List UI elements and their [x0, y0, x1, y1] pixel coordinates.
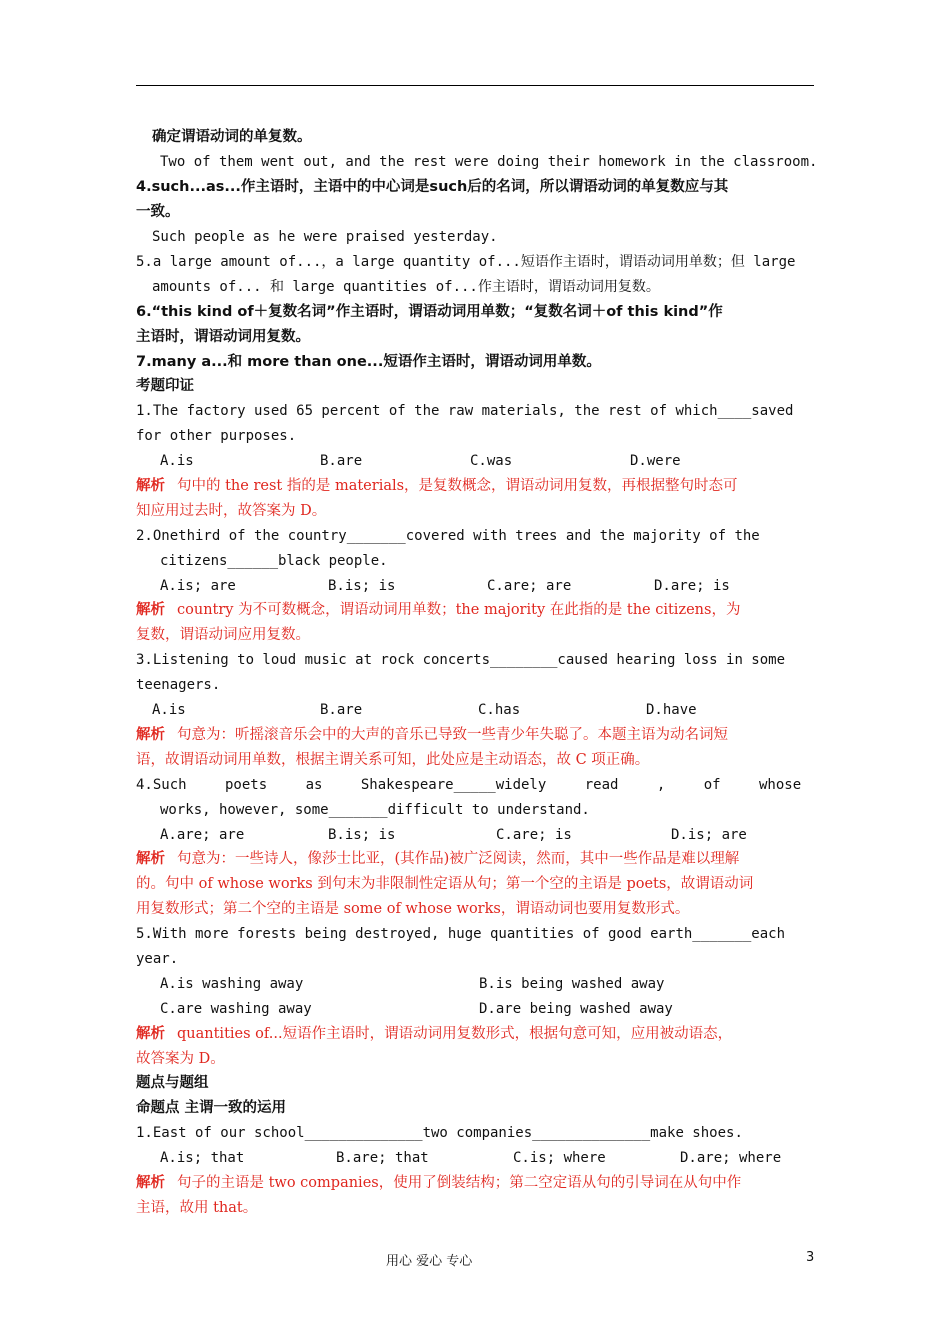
analysis-label: 解析	[136, 727, 165, 743]
q5-option-d: D.are being washed away	[479, 1001, 673, 1017]
q1-analysis-line-1: 解析 句中的 the rest 指的是 materials，是复数概念，谓语动词用复数，再根据整句时态可	[136, 478, 738, 494]
section-heading-point: 命题点 主谓一致的运用	[136, 1100, 287, 1116]
rule-5-line-2: amounts of... 和 large quantities of...作主语时，谓语动词用复数。	[152, 279, 660, 295]
q1-option-a: A.is	[160, 453, 194, 469]
rule-7: 7.many a...和 more than one...短语作主语时，谓语动词用单数。	[136, 354, 601, 370]
q1-line-1: 1.The factory used 65 percent of the raw materials, the rest of which____saved	[136, 403, 794, 419]
rule-6-line-1: 6.“this kind of＋复数名词”作主语时，谓语动词用单数；“复数名词＋of this kind”作	[136, 304, 723, 320]
q2-analysis-line-2: 复数，谓语动词应用复数。	[136, 627, 310, 643]
q2-option-c: C.are; are	[487, 578, 572, 594]
q5-option-a: A.is washing away	[160, 976, 304, 992]
analysis-label: 解析	[136, 478, 165, 494]
q6-analysis-line-1: 解析 句子的主语是 two companies，使用了倒装结构；第二空定语从句的引导词在从句中作	[136, 1175, 742, 1191]
q5-analysis-line-2: 故答案为 D。	[136, 1051, 225, 1067]
q6-line-1: 1.East of our school______________two companies______________make shoes.	[136, 1125, 743, 1141]
q2-option-d: D.are; is	[654, 578, 730, 594]
rule-6-line-2: 主语时，谓语动词用复数。	[136, 329, 310, 345]
q6-option-b: B.are; that	[336, 1150, 429, 1166]
rule-5-line-1: 5.a large amount of...，a large quantity of...短语作主语时，谓语动词用单数；但 large	[136, 254, 796, 270]
analysis-label: 解析	[136, 1026, 165, 1042]
q4-analysis-line-2: 的。句中 of whose works 到句末为非限制性定语从句；第一个空的主语是 poets，故谓语动词	[136, 876, 754, 892]
q2-line-2: citizens______black people.	[160, 553, 388, 569]
q6-option-d: D.are; where	[680, 1150, 782, 1166]
rule-4-example: Such people as he were praised yesterday.	[152, 229, 498, 245]
q3-option-a: A.is	[152, 702, 186, 718]
q1-option-d: D.were	[630, 453, 681, 469]
q6-option-a: A.is; that	[160, 1150, 245, 1166]
q5-analysis-line-1: 解析 quantities of...短语作主语时，谓语动词用复数形式，根据句意可知，应用被动语态，	[136, 1026, 733, 1042]
q4-analysis-line-1: 解析 句意为：一些诗人，像莎士比亚，(其作品)被广泛阅读，然而，其中一些作品是难以理解	[136, 851, 740, 867]
q2-option-b: B.is; is	[328, 578, 396, 594]
q3-option-c: C.has	[478, 702, 521, 718]
header-rule	[136, 85, 814, 86]
q4-option-b: B.is; is	[328, 827, 396, 843]
q2-option-a: A.is; are	[160, 578, 236, 594]
q6-option-c: C.is; where	[513, 1150, 606, 1166]
q5-option-c: C.are washing away	[160, 1001, 312, 1017]
rule-4-line-1: 4.such...as...作主语时，主语中的中心词是such后的名词，所以谓语动词的单复数应与其	[136, 179, 729, 195]
analysis-label: 解析	[136, 1175, 165, 1191]
analysis-label: 解析	[136, 602, 165, 618]
q4-option-c: C.are; is	[496, 827, 572, 843]
q1-option-b: B.are	[320, 453, 363, 469]
q5-option-b: B.is being washed away	[479, 976, 665, 992]
q4-line-2: works, however, some_______difficult to understand.	[160, 802, 590, 818]
q2-line-1: 2.Onethird of the country_______covered with trees and the majority of the	[136, 528, 760, 544]
q1-option-c: C.was	[470, 453, 513, 469]
q3-analysis-line-1: 解析 句意为：听摇滚音乐会中的大声的音乐已导致一些青少年失聪了。本题主语为动名词短	[136, 727, 728, 743]
section-heading-topics: 题点与题组	[136, 1075, 209, 1091]
q2-analysis-line-1: 解析 country 为不可数概念，谓语动词用单数；the majority 在此指的是 the citizens，为	[136, 602, 741, 618]
q1-line-2: for other purposes.	[136, 428, 297, 444]
q3-option-b: B.are	[320, 702, 363, 718]
q3-line-2: teenagers.	[136, 677, 221, 693]
q5-line-2: year.	[136, 951, 179, 967]
q3-option-d: D.have	[646, 702, 697, 718]
footer-slogan: 用心 爱心 专心	[386, 1254, 473, 1269]
q4-option-a: A.are; are	[160, 827, 245, 843]
intro-example: Two of them went out, and the rest were doing their homework in the classroom.	[160, 154, 818, 170]
q4-option-d: D.is; are	[671, 827, 747, 843]
q6-analysis-line-2: 主语，故用 that。	[136, 1200, 258, 1216]
q4-line-1: 4.Such poets as Shakespeare_____widely read , of whose	[136, 777, 802, 793]
analysis-label: 解析	[136, 851, 165, 867]
section-heading-exam: 考题印证	[136, 378, 194, 394]
rule-4-line-2: 一致。	[136, 204, 180, 220]
intro-heading: 确定谓语动词的单复数。	[152, 129, 312, 145]
q3-analysis-line-2: 语，故谓语动词用单数，根据主谓关系可知，此处应是主动语态，故 C 项正确。	[136, 752, 650, 768]
page-number: 3	[806, 1250, 815, 1265]
q1-analysis-line-2: 知应用过去时，故答案为 D。	[136, 503, 327, 519]
q5-line-1: 5.With more forests being destroyed, huge quantities of good earth_______each	[136, 926, 786, 942]
q4-analysis-line-3: 用复数形式；第二个空的主语是 some of whose works，谓语动词也要用复数形式。	[136, 901, 690, 917]
q3-line-1: 3.Listening to loud music at rock concerts________caused hearing loss in some	[136, 652, 786, 668]
